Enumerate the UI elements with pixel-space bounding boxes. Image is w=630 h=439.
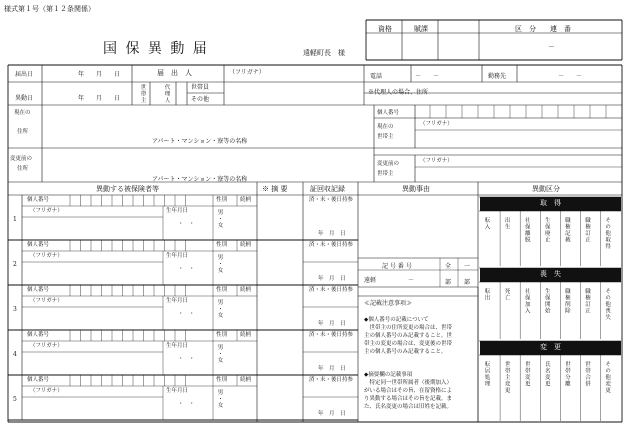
person-shoken-options[interactable]: 済・未・後日持参 bbox=[309, 197, 354, 203]
apart-name-label: アパート・マンション・寮等の名称 bbox=[152, 138, 248, 145]
person-shoken-options[interactable]: 済・未・後日持参 bbox=[309, 287, 354, 293]
henkou-option[interactable]: 転居処理 bbox=[483, 361, 490, 387]
person-gender-option[interactable]: 男・女 bbox=[216, 389, 223, 409]
person-gender-option[interactable]: 男・女 bbox=[216, 344, 223, 364]
work-label: 勤務先 bbox=[488, 73, 507, 80]
soshitsu-option[interactable]: 死亡 bbox=[503, 288, 510, 301]
person-sei-label: 性別 bbox=[216, 287, 228, 293]
person-row-number: 2 bbox=[13, 261, 17, 268]
henkou-option[interactable]: 世帯変更 bbox=[523, 361, 530, 387]
genseitai-furigana: （フリガナ） bbox=[420, 121, 453, 127]
genseitai-label-2: 世帯主 bbox=[377, 134, 394, 140]
dairi-address-note: ※代理人の場合、住所 bbox=[368, 89, 429, 96]
setai-nushi-option[interactable]: 世帯主 bbox=[139, 84, 146, 104]
kigou-bangou-label: 記 号 番 号 bbox=[382, 263, 412, 270]
person-shoken-date[interactable]: 年 月 日 bbox=[318, 321, 346, 327]
genjusho-label-1: 現在の bbox=[14, 110, 31, 116]
notes-paragraph-2: ◆摘要欄の記載事項 特定同一世帯所属者（後期加入） がいる場合はその旨、在留資格によ り異動する場合はその旨を記載。ま た、氏名変更の場合は旧姓を記載。 bbox=[364, 372, 453, 410]
person-row-number: 4 bbox=[13, 351, 17, 358]
person-kojin-label: 個人番号 bbox=[27, 287, 50, 293]
kubun-header: 異動区分 bbox=[532, 185, 560, 193]
person-kojin-label: 個人番号 bbox=[27, 242, 50, 248]
person-furigana-label: （フリガナ） bbox=[30, 253, 63, 259]
person-gender-option[interactable]: 男・女 bbox=[216, 209, 223, 229]
person-gender-option[interactable]: 男・女 bbox=[216, 254, 223, 274]
jiyu-header: 異動事由 bbox=[402, 185, 430, 193]
shutoku-option[interactable]: その他取得 bbox=[604, 217, 611, 250]
kigou-bu2: 部 bbox=[464, 279, 471, 286]
person-furigana-label: （フリガナ） bbox=[30, 298, 63, 304]
kigou-entei: 遠軽 bbox=[364, 277, 377, 284]
person-birth-value[interactable]: ・ ・ bbox=[178, 266, 195, 272]
kigou-ichi[interactable]: 一 bbox=[464, 263, 471, 270]
person-shoken-options[interactable]: 済・未・後日持参 bbox=[309, 377, 354, 383]
person-furigana-label: （フリガナ） bbox=[30, 208, 63, 214]
henkoumae-label-2: 住所 bbox=[17, 166, 29, 172]
shoken-header: 証回収記録 bbox=[310, 185, 345, 193]
person-row-number: 5 bbox=[13, 396, 17, 403]
person-birth-value[interactable]: ・ ・ bbox=[178, 221, 195, 227]
work-tel-value[interactable]: － － bbox=[558, 73, 583, 80]
person-shoken-options[interactable]: 済・未・後日持参 bbox=[309, 332, 354, 338]
person-furigana-label: （フリガナ） bbox=[30, 343, 63, 349]
form-number: 様式第１号（第１２条関係） bbox=[4, 5, 95, 13]
genjusho-label-2: 住所 bbox=[17, 129, 29, 135]
todokede-nin-label: 届 出 人 bbox=[157, 69, 192, 77]
sonota-option[interactable]: その他 bbox=[191, 96, 210, 103]
person-birth-label: 生年月日 bbox=[166, 388, 189, 394]
notes-paragraph-1: ◆個人番号の記載について 世帯主の住所変更の場合は、世帯 主の個人番号のみ記載すること。世 帯主の変更の場合は、変更後の世帯 主の個人番号のみ記載すること。 bbox=[364, 317, 453, 355]
person-kojin-label: 個人番号 bbox=[27, 332, 50, 338]
person-sei-label: 性別 bbox=[216, 197, 228, 203]
person-shoken-date[interactable]: 年 月 日 bbox=[318, 411, 346, 417]
henkoumae-setai-label-2: 世帯主 bbox=[377, 171, 394, 177]
henkou-option[interactable]: 世帯分離 bbox=[563, 361, 570, 387]
person-gender-option[interactable]: 男・女 bbox=[216, 299, 223, 319]
kigou-zen[interactable]: 全 bbox=[445, 263, 452, 270]
henkoumae-setai-furigana: （フリガナ） bbox=[420, 158, 453, 164]
soshitsu-option[interactable]: 職権訂正 bbox=[584, 288, 590, 314]
person-furigana-label: （フリガナ） bbox=[30, 388, 63, 394]
genseitai-label-1: 現在の bbox=[377, 124, 394, 130]
person-sei-label: 性別 bbox=[216, 377, 228, 383]
kigou-bu: 部 bbox=[445, 279, 452, 286]
setai-kojin-label: 個人番号 bbox=[377, 110, 400, 116]
todoke-date-value[interactable]: 年 月 日 bbox=[78, 71, 121, 78]
person-zoku-label: 続柄 bbox=[240, 197, 252, 203]
addressee: 遠軽町長 様 bbox=[303, 49, 345, 57]
todokede-furigana: （フリガナ） bbox=[229, 69, 265, 76]
setai-in-option[interactable]: 世帯員 bbox=[191, 84, 210, 91]
tel-value[interactable]: － － bbox=[415, 73, 440, 80]
person-birth-value[interactable]: ・ ・ bbox=[178, 311, 195, 317]
soshitsu-option[interactable]: その他喪失 bbox=[604, 288, 611, 321]
shutoku-option[interactable]: 社保離脱 bbox=[523, 217, 530, 243]
persons-header: 異動する被保険者等 bbox=[96, 185, 159, 193]
person-zoku-label: 続柄 bbox=[240, 377, 252, 383]
soshitsu-option[interactable]: 生保開始 bbox=[543, 288, 550, 314]
renban-dash: － bbox=[548, 43, 555, 51]
person-row-number: 1 bbox=[13, 216, 17, 223]
person-birth-label: 生年月日 bbox=[166, 253, 189, 259]
person-shoken-date[interactable]: 年 月 日 bbox=[318, 366, 346, 372]
person-sei-label: 性別 bbox=[216, 242, 228, 248]
person-sei-label: 性別 bbox=[216, 332, 228, 338]
person-zoku-label: 続柄 bbox=[240, 287, 252, 293]
person-shoken-options[interactable]: 済・未・後日持参 bbox=[309, 242, 354, 248]
tel-label: 電話 bbox=[370, 73, 383, 80]
soshitsu-option[interactable]: 社保加入 bbox=[523, 288, 530, 314]
henkou-option[interactable]: 世帯主変更 bbox=[503, 361, 510, 394]
henkou-header: 変 更 bbox=[480, 341, 621, 355]
notes-heading: ≪記載注意事項≫ bbox=[364, 300, 413, 307]
henkou-option[interactable]: 世帯合併 bbox=[584, 361, 590, 387]
henkou-option[interactable]: その他変更 bbox=[604, 361, 611, 394]
person-birth-label: 生年月日 bbox=[166, 343, 189, 349]
page-title: 国 保 異 動 届 bbox=[103, 41, 209, 57]
henkoumae-label-1: 変更前の bbox=[10, 156, 33, 162]
shutoku-option[interactable]: 出生 bbox=[503, 217, 510, 230]
todoke-date-label: 届出日 bbox=[15, 71, 34, 78]
person-kojin-label: 個人番号 bbox=[27, 197, 50, 203]
soshitsu-option[interactable]: 職権削除 bbox=[563, 288, 570, 314]
tekiyo-header: ※ 摘 要 bbox=[262, 185, 288, 193]
shutoku-header: 取 得 bbox=[480, 197, 621, 211]
henkoumae-apart-label: アパート・マンション・寮等の名称 bbox=[152, 176, 248, 183]
henkou-option[interactable]: 氏名変更 bbox=[543, 361, 550, 387]
person-birth-value[interactable]: ・ ・ bbox=[178, 401, 195, 407]
person-row-number: 3 bbox=[13, 306, 17, 313]
shutoku-option[interactable]: 職権記載 bbox=[563, 217, 570, 243]
person-birth-label: 生年月日 bbox=[166, 298, 189, 304]
person-shoken-date[interactable]: 年 月 日 bbox=[318, 231, 346, 237]
person-birth-value[interactable]: ・ ・ bbox=[178, 356, 195, 362]
person-shoken-date[interactable]: 年 月 日 bbox=[318, 276, 346, 282]
ido-date-label: 異動日 bbox=[15, 95, 34, 102]
soshitsu-option[interactable]: 転出 bbox=[483, 288, 490, 301]
shutoku-option[interactable]: 転入 bbox=[483, 217, 490, 230]
shikaku-label: 資格 bbox=[378, 25, 392, 33]
kigou-dash: － bbox=[408, 277, 415, 284]
person-zoku-label: 続柄 bbox=[240, 242, 252, 248]
fuka-label: 賦課 bbox=[414, 25, 428, 33]
dairi-option[interactable]: 代理人 bbox=[163, 84, 170, 104]
person-zoku-label: 続柄 bbox=[240, 332, 252, 338]
soshitsu-header: 喪 失 bbox=[480, 268, 621, 282]
ido-date-value[interactable]: 年 月 日 bbox=[78, 95, 121, 102]
person-birth-label: 生年月日 bbox=[166, 208, 189, 214]
henkoumae-setai-label-1: 変更前の bbox=[377, 161, 400, 167]
shutoku-option[interactable]: 生保廃止 bbox=[543, 217, 550, 243]
shutoku-option[interactable]: 職権訂正 bbox=[584, 217, 590, 243]
kubun-renban-label: 区 分 連 番 bbox=[515, 25, 571, 33]
person-kojin-label: 個人番号 bbox=[27, 377, 50, 383]
